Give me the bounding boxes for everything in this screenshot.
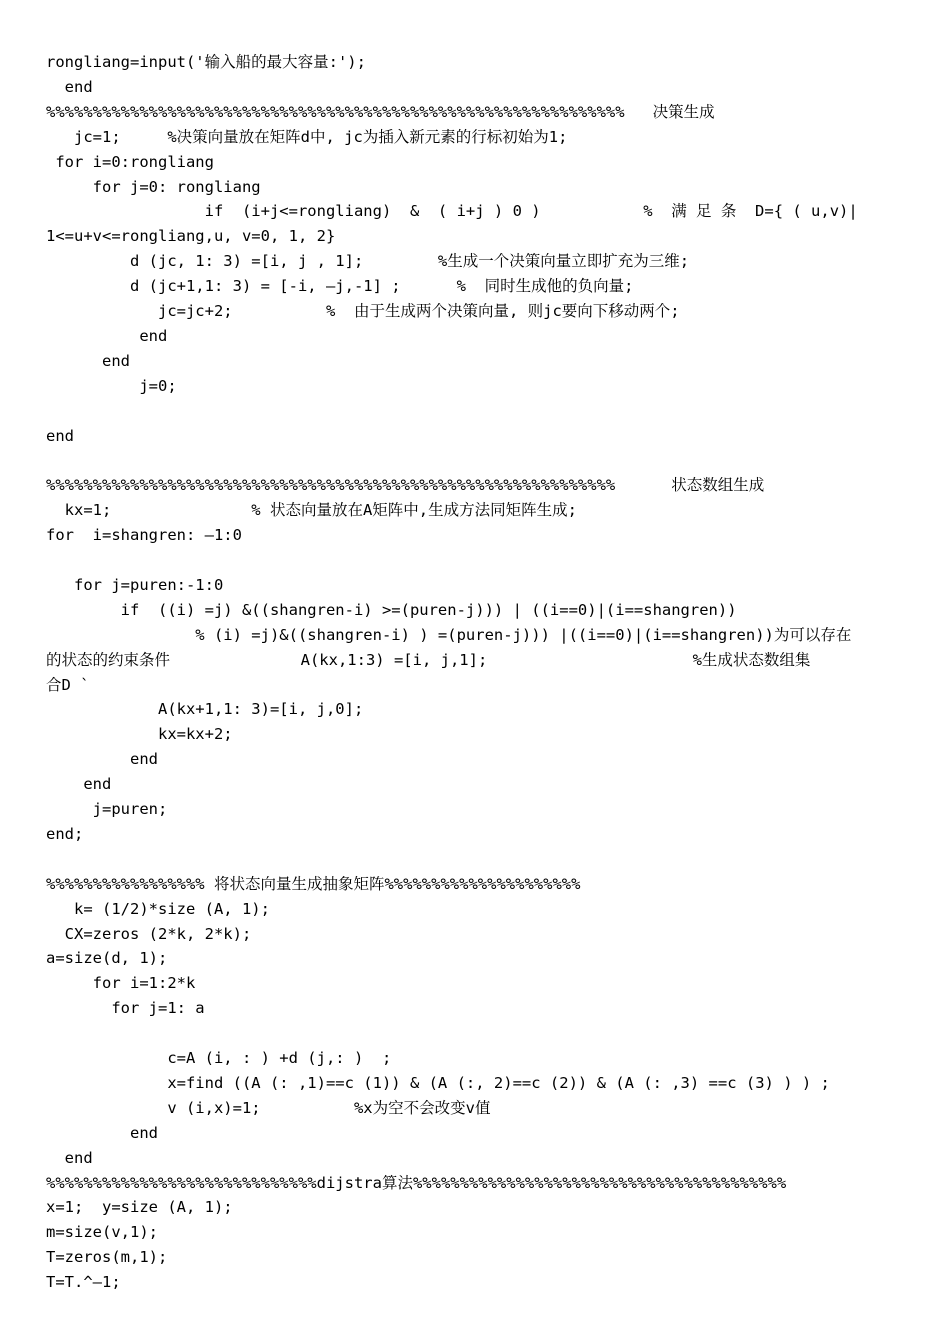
code-line: for i=shangren: —1:0 — [46, 526, 242, 545]
code-line: for j=puren:-1:0 — [46, 575, 224, 594]
code-line: 合D ` — [46, 675, 90, 694]
code-line: end; — [46, 824, 84, 843]
code-line: k= (1/2)*size (A, 1); — [46, 899, 270, 918]
code-line: for j=0: rongliang — [46, 177, 261, 196]
code-line: end — [46, 750, 158, 769]
code-line: T=zeros(m,1); — [46, 1248, 168, 1267]
code-line: if (i+j<=rongliang) & ( i+j ) 0 ) % 满 足 条 D={ ( u,v)| — [46, 202, 858, 221]
code-line: 1<=u+v<=rongliang,u, v=0, 1, 2} — [46, 227, 336, 246]
code-line: %%%%%%%%%%%%%%%%% 将状态向量生成抽象矩阵%%%%%%%%%%%%%%%%%%%%% — [46, 874, 581, 893]
code-line: end — [46, 326, 168, 345]
code-line: CX=zeros (2*k, 2*k); — [46, 924, 252, 943]
code-line: d (jc, 1: 3) =[i, j , 1]; %生成一个决策向量立即扩充为三维; — [46, 252, 690, 271]
code-line: for j=1: a — [46, 999, 205, 1018]
code-line: a=size(d, 1); — [46, 949, 168, 968]
code-line: if ((i) =j) &((shangren-i) >=(puren-j))) | ((i==0)|(i==shangren)) — [46, 600, 737, 619]
code-line: end — [46, 775, 112, 794]
code-line: T=T.^—1; — [46, 1273, 121, 1292]
code-line: % (i) =j)&((shangren-i) ) =(puren-j))) |((i==0)|(i==shangren))为可以存在 — [46, 625, 852, 644]
code-line: for i=1:2*k — [46, 974, 196, 993]
code-line: end — [46, 426, 74, 445]
code-line: %%%%%%%%%%%%%%%%%%%%%%%%%%%%%%%%%%%%%%%%%%%%%%%%%%%%%%%%%%%%%% 决策生成 — [46, 102, 715, 121]
code-line: %%%%%%%%%%%%%%%%%%%%%%%%%%%%%dijstra算法%%%%%%%%%%%%%%%%%%%%%%%%%%%%%%%%%%%%%%%% — [46, 1173, 787, 1192]
code-line: c=A (i, : ) +d (j,: ) ; — [46, 1049, 392, 1067]
code-line: for i=0:rongliang — [46, 152, 214, 171]
code-line: kx=1; % 状态向量放在A矩阵中,生成方法同矩阵生成; — [46, 501, 577, 520]
code-line: end — [46, 77, 93, 96]
code-line: end — [46, 1148, 93, 1167]
code-line: j=puren; — [46, 800, 168, 818]
code-line: j=0; — [46, 376, 177, 395]
code-line: end — [46, 351, 130, 370]
code-line: A(kx+1,1: 3)=[i, j,0]; — [46, 700, 364, 719]
code-line: m=size(v,1); — [46, 1223, 158, 1242]
code-line: %%%%%%%%%%%%%%%%%%%%%%%%%%%%%%%%%%%%%%%%%%%%%%%%%%%%%%%%%%%%% 状态数组生成 — [46, 476, 765, 495]
code-line: x=1; y=size (A, 1); — [46, 1198, 233, 1217]
code-line: v (i,x)=1; %x为空不会改变v值 — [46, 1098, 491, 1117]
code-line: rongliang=input('输入船的最大容量:'); — [46, 53, 366, 71]
code-line: kx=kx+2; — [46, 725, 233, 744]
code-line: end — [46, 1123, 158, 1142]
code-line: jc=1; %决策向量放在矩阵d中, jc为插入新元素的行标初始为1; — [46, 127, 568, 146]
code-line: x=find ((A (: ,1)==c (1)) & (A (:, 2)==c (2)) & (A (: ,3) ==c (3) ) ) ; — [46, 1073, 830, 1092]
code-line: d (jc+1,1: 3) = [-i, —j,-1] ; % 同时生成他的负向量; — [46, 277, 634, 296]
code-line: jc=jc+2; % 由于生成两个决策向量, 则jc要向下移动两个; — [46, 302, 680, 320]
code-line: 的状态的约束条件 A(kx,1:3) =[i, j,1]; %生成状态数组集 — [46, 650, 811, 669]
